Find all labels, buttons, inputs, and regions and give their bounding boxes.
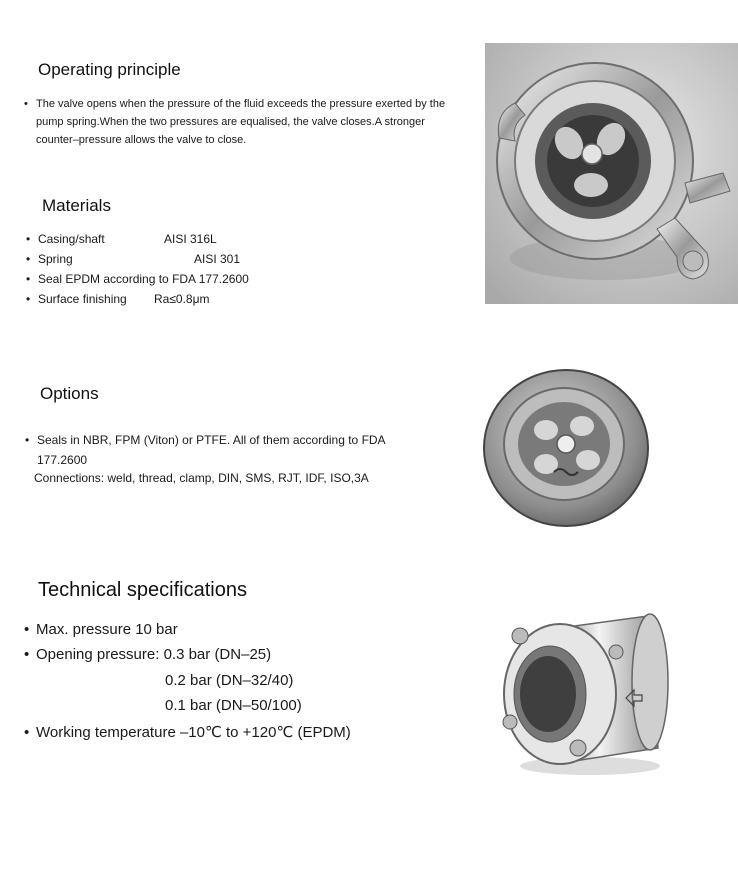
technical-list bbox=[24, 617, 444, 668]
technical-list-2 bbox=[24, 720, 444, 745]
materials-heading: Materials bbox=[42, 196, 111, 215]
technical-heading: Technical specifications bbox=[38, 579, 247, 601]
tech-opening-dn32: 0.2 bar (DN–32/40) bbox=[165, 672, 294, 689]
options-heading: Options bbox=[40, 384, 99, 403]
tech-temperature: • Working temperature –10℃ to +120℃ (EPDM) bbox=[24, 720, 444, 745]
materials-item bbox=[26, 289, 446, 309]
valve-disc-photo bbox=[482, 364, 650, 528]
material-label: Seal EPDM according to FDA 177.2600 bbox=[38, 272, 249, 286]
material-value: Ra≤0.8μm bbox=[154, 292, 210, 306]
operating-list bbox=[24, 95, 464, 149]
options-list bbox=[25, 430, 425, 470]
options-connections: Connections: weld, thread, clamp, DIN, SMS, RJT, IDF, ISO,3A bbox=[34, 471, 369, 485]
tech-max-pressure: • Max. pressure 10 bar bbox=[24, 617, 444, 642]
materials-item bbox=[26, 229, 446, 249]
material-value: AISI 316L bbox=[164, 232, 217, 246]
materials-item bbox=[26, 249, 446, 269]
tech-opening-dn50: 0.1 bar (DN–50/100) bbox=[165, 697, 302, 714]
material-value: AISI 301 bbox=[194, 252, 241, 266]
tech-opening-pressure: • Opening pressure: 0.3 bar (DN–25) bbox=[24, 642, 444, 667]
materials-list bbox=[26, 229, 446, 309]
clamp-check-valve-photo bbox=[485, 43, 738, 304]
operating-text: • The valve opens when the pressure of the fluid exceeds the pressure exerted by the pump spring.When the two pressures are equalised, the valve closes.A stronger counter–pressure allows the valve to close. bbox=[24, 95, 464, 149]
materials-item bbox=[26, 269, 446, 289]
operating-principle-heading: Operating principle bbox=[38, 60, 181, 79]
material-label: Casing/shaft bbox=[38, 232, 105, 246]
options-seals: • Seals in NBR, FPM (Viton) or PTFE. All of them according to FDA 177.2600 bbox=[25, 430, 425, 470]
material-label: Spring bbox=[38, 252, 73, 266]
material-label: Surface finishing bbox=[38, 292, 127, 306]
flanged-check-valve-photo bbox=[498, 598, 676, 780]
